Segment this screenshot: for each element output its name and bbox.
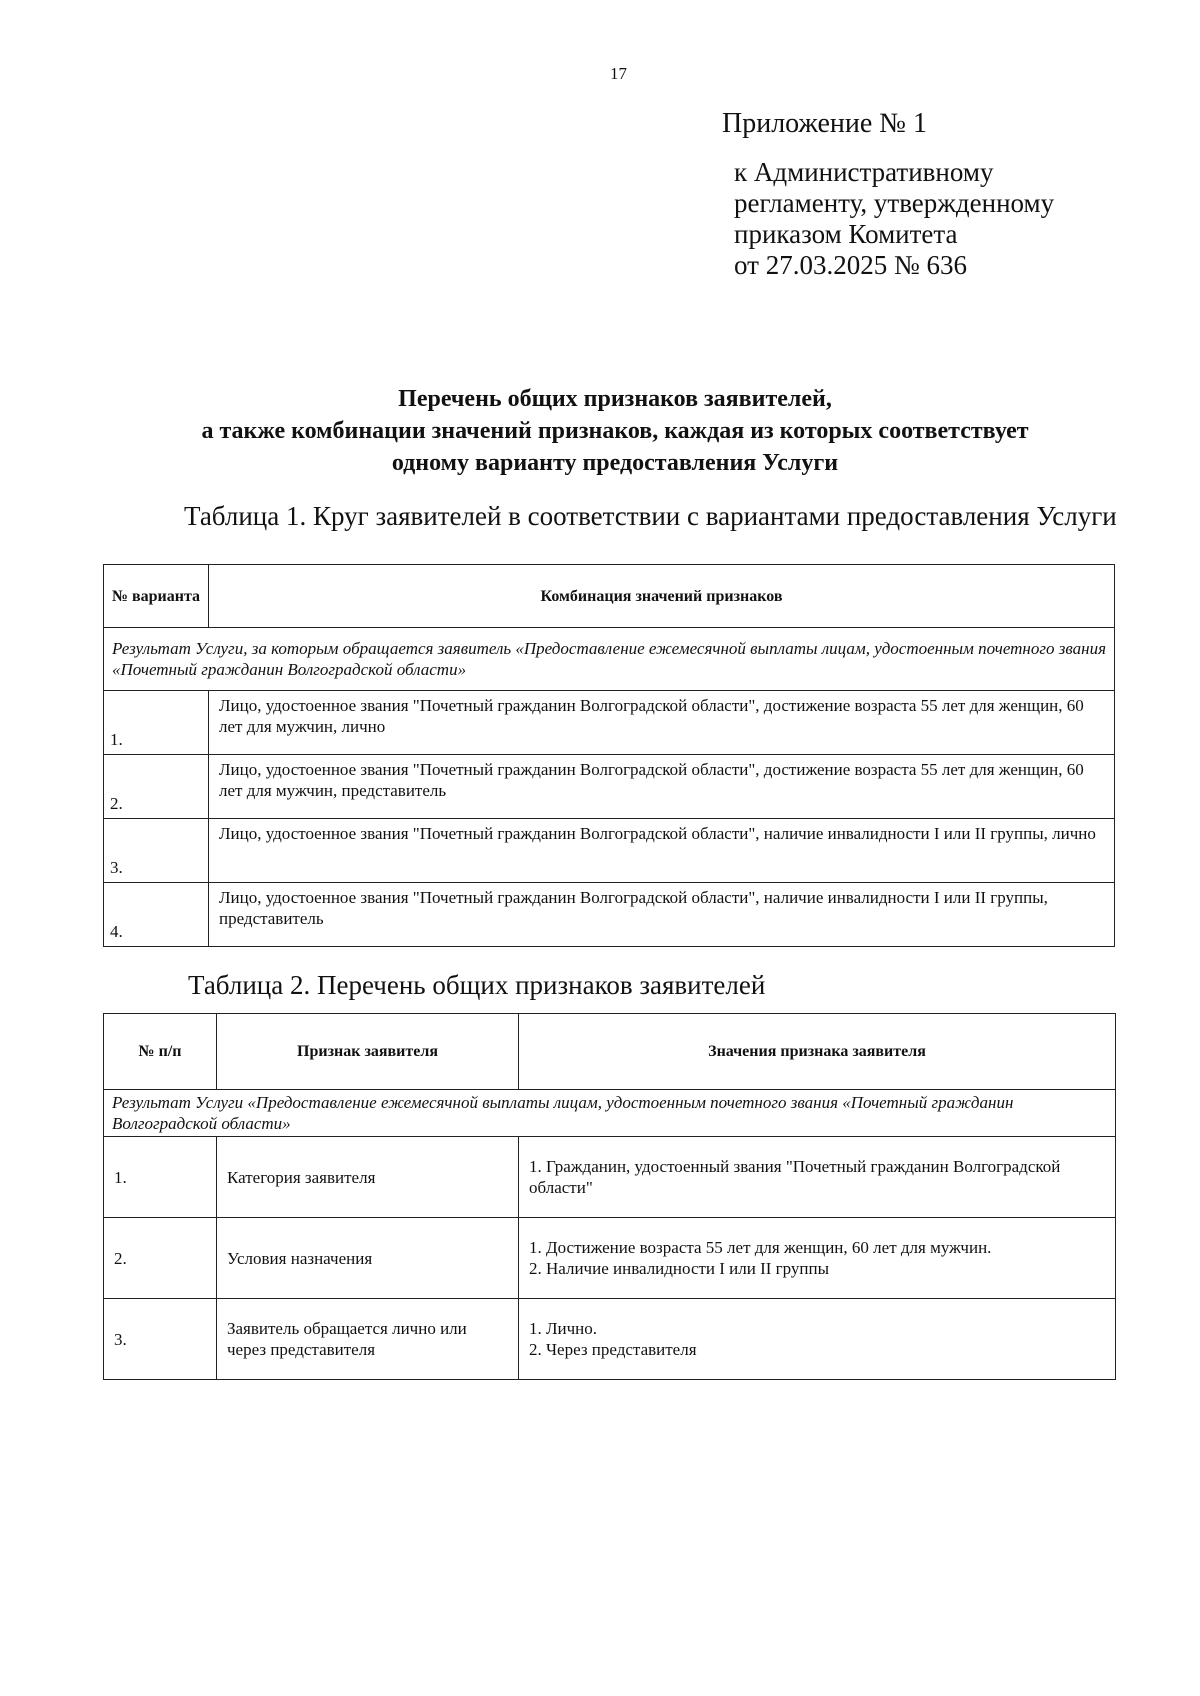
- variant-number: 4.: [104, 883, 209, 947]
- column-header-variant-number: № варианта: [104, 565, 209, 628]
- applicant-sign: Условия назначения: [217, 1218, 519, 1299]
- column-header-combination: Комбинация значений признаков: [209, 565, 1115, 628]
- sign-value: 1. Лично.: [529, 1319, 598, 1338]
- appendix-title: Приложение № 1: [722, 108, 927, 139]
- variant-combination: Лицо, удостоенное звания "Почетный гражданин Волгоградской области", достижение возраста 55 лет для женщин, 60 лет для мужчин, представитель: [209, 755, 1115, 819]
- page-number: 17: [610, 64, 627, 83]
- appendix-line: регламенту, утвержденному: [734, 188, 1055, 218]
- document-heading: [100, 383, 1130, 479]
- variants-table: [103, 564, 1115, 947]
- appendix-line: к Административному: [734, 157, 994, 187]
- variant-combination: Лицо, удостоенное звания "Почетный гражданин Волгоградской области", наличие инвалидности I или II группы, представитель: [209, 883, 1115, 947]
- heading-line: а также комбинации значений признаков, каждая из которых соответствует: [201, 418, 1029, 444]
- heading-line: Перечень общих признаков заявителей,: [398, 386, 832, 412]
- row-number: 2.: [104, 1218, 217, 1299]
- variant-combination: Лицо, удостоенное звания "Почетный гражданин Волгоградской области", наличие инвалидности I или II группы, лично: [209, 819, 1115, 883]
- row-number: 1.: [104, 1137, 217, 1218]
- sign-value: 1. Гражданин, удостоенный звания "Почетный гражданин Волгоградской области": [529, 1157, 1061, 1197]
- heading-line: одному варианту предоставления Услуги: [391, 450, 839, 476]
- table-row: [104, 1299, 1116, 1380]
- table-result-row: [104, 628, 1115, 691]
- table-row: [104, 883, 1115, 947]
- sign-value: 2. Наличие инвалидности I или II группы: [529, 1259, 830, 1278]
- applicant-signs-table: [103, 1013, 1116, 1380]
- variant-number: 1.: [104, 691, 209, 755]
- sign-value: 2. Через представителя: [529, 1340, 697, 1359]
- column-header-values: Значения признака заявителя: [519, 1014, 1116, 1090]
- table-row: [104, 1137, 1116, 1218]
- variant-combination: Лицо, удостоенное звания "Почетный гражданин Волгоградской области", достижение возраста 55 лет для женщин, 60 лет для мужчин, лично: [209, 691, 1115, 755]
- sign-values: [519, 1299, 1116, 1380]
- result-description: Результат Услуги «Предоставление ежемесячной выплаты лицам, удостоенным почетного звания «Почетный гражданин Волгоградской области»: [104, 1090, 1116, 1137]
- table-row: [104, 755, 1115, 819]
- table-result-row: [104, 1090, 1116, 1137]
- appendix-details: [734, 157, 1054, 281]
- variant-number: 3.: [104, 819, 209, 883]
- table-header-row: [104, 565, 1115, 628]
- variant-number: 2.: [104, 755, 209, 819]
- appendix-line: от 27.03.2025 № 636: [734, 250, 967, 280]
- sign-values: [519, 1137, 1116, 1218]
- table1-caption: Таблица 1. Круг заявителей в соответствии с вариантами предоставления Услуги: [184, 501, 1117, 531]
- table-row: [104, 1218, 1116, 1299]
- sign-values: [519, 1218, 1116, 1299]
- appendix-line: приказом Комитета: [734, 219, 958, 249]
- applicant-sign: Категория заявителя: [217, 1137, 519, 1218]
- sign-value: 1. Достижение возраста 55 лет для женщин, 60 лет для мужчин.: [529, 1238, 992, 1257]
- table-header-row: [104, 1014, 1116, 1090]
- applicant-sign: Заявитель обращается лично или через представителя: [217, 1299, 519, 1380]
- column-header-sign: Признак заявителя: [217, 1014, 519, 1090]
- column-header-number: № п/п: [104, 1014, 217, 1090]
- table2-caption: Таблица 2. Перечень общих признаков заявителей: [188, 970, 766, 1000]
- row-number: 3.: [104, 1299, 217, 1380]
- result-description: Результат Услуги, за которым обращается заявитель «Предоставление ежемесячной выплаты лицам, удостоенным почетного звания «Почетный гражданин Волгоградской области»: [104, 628, 1115, 691]
- table-row: [104, 691, 1115, 755]
- table-row: [104, 819, 1115, 883]
